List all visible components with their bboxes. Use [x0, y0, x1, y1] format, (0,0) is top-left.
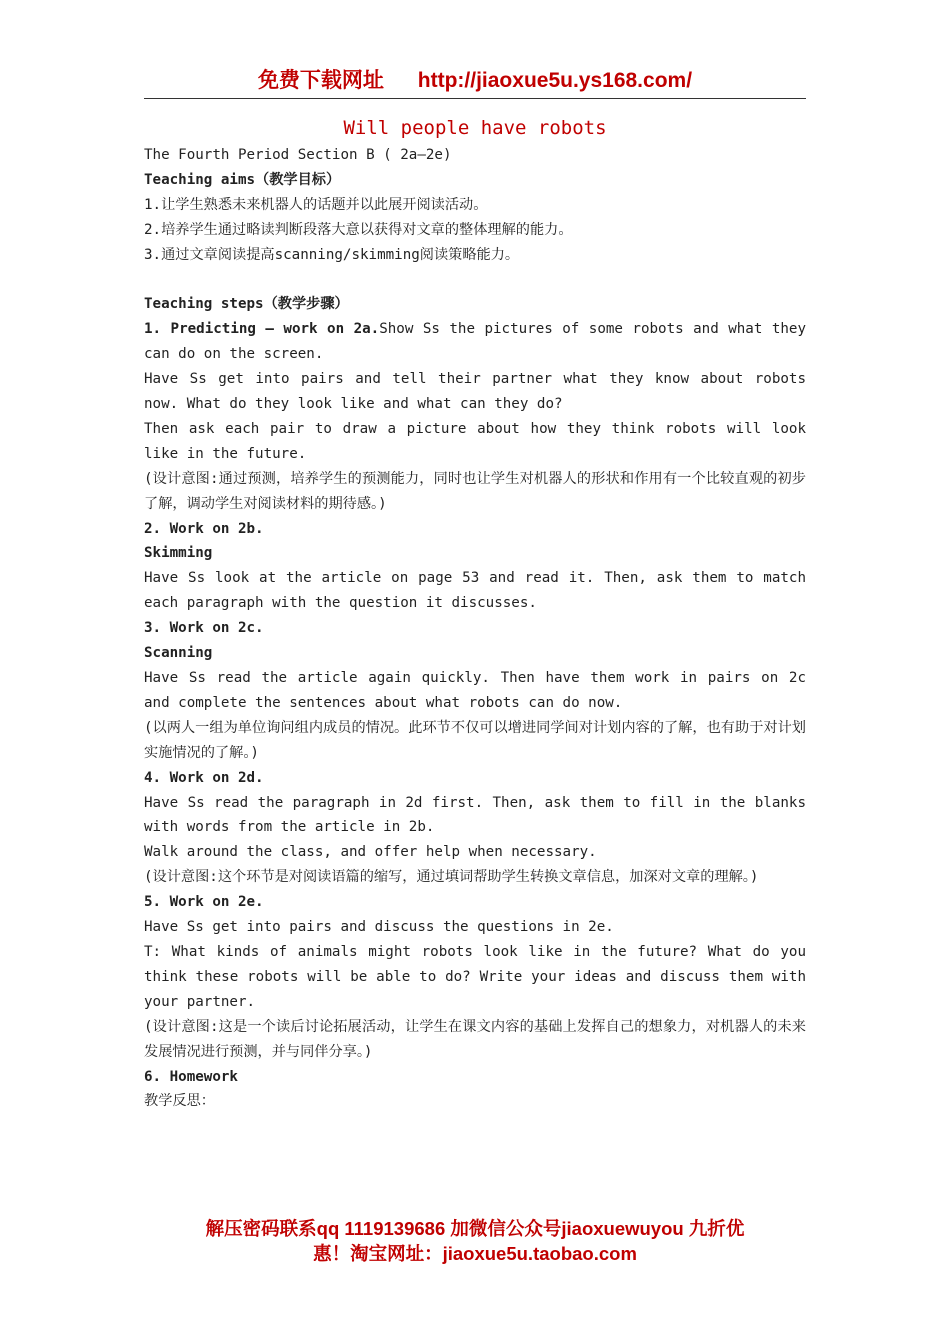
step3-note: (以两人一组为单位询问组内成员的情况。此环节不仅可以增进同学间对计划内容的了解，也有助于对计划实施情况的了解。) [144, 719, 806, 761]
step5-note: (设计意图:这是一个读后讨论拓展活动，让学生在课文内容的基础上发挥自己的想象力，对机器人的未来发展情况进行预测，并与同伴分享。) [144, 1018, 806, 1060]
step3-sub: Scanning [144, 645, 213, 662]
step4-text1: Have Ss read the paragraph in 2d first. Then, ask them to fill in the blanks with words from the article in 2b. [144, 794, 806, 836]
step2-text1: Have Ss look at the article on page 53 and read it. Then, ask them to match each paragraph with the question it discusses. [144, 570, 806, 612]
footer-line-1: 解压密码联系qq 1119139686 加微信公众号jiaoxuewuyou 九折优 [205, 1218, 745, 1239]
step1-note: (设计意图:通过预测，培养学生的预测能力，同时也让学生对机器人的形状和作用有一个比较直观的初步了解，调动学生对阅读材料的期待感。) [144, 470, 806, 512]
step5-title: 5. Work on 2e. [144, 894, 264, 911]
aim-item-3: 3.通过文章阅读提高scanning/skimming阅读策略能力。 [144, 246, 520, 263]
step4-title: 4. Work on 2d. [144, 769, 264, 786]
aims-heading: Teaching aims（教学目标） [144, 171, 341, 188]
document-body [144, 143, 806, 1114]
step3-text1: Have Ss read the article again quickly. Then have them work in pairs on 2c and complete the sentences about what robots can do now. [144, 670, 806, 711]
step3-title: 3. Work on 2c. [144, 620, 264, 637]
page-footer [144, 1216, 806, 1266]
aim-item-1: 1.让学生熟悉未来机器人的话题并以此展开阅读活动。 [144, 196, 488, 213]
step2-sub: Skimming [144, 545, 213, 562]
step1-text2: Have Ss get into pairs and tell their partner what they know about robots now. What do they look like and what can they do? [144, 371, 806, 413]
step1-text3: Then ask each pair to draw a picture about how they think robots will look like in the future. [144, 420, 806, 462]
step1-title: 1. Predicting – work on 2a. [144, 321, 380, 338]
header-url-link[interactable]: http://jiaoxue5u.ys168.com/ [417, 69, 693, 92]
step4-text2: Walk around the class, and offer help when necessary. [144, 844, 597, 861]
spacer [144, 268, 806, 293]
step4-note: (设计意图:这个环节是对阅读语篇的缩写，通过填词帮助学生转换文章信息，加深对文章的理解。) [144, 869, 759, 886]
document-title: Will people have robots [343, 117, 607, 139]
step2-title: 2. Work on 2b. [144, 520, 264, 537]
footer-line-2: 惠！淘宝网址：jiaoxue5u.taobao.com [313, 1243, 637, 1264]
step1-text1: Show Ss the pictures of some robots and what they can do on the screen. [144, 321, 807, 363]
steps-heading: Teaching steps（教学步骤） [144, 296, 349, 313]
aim-item-2: 2.培养学生通过略读判断段落大意以获得对文章的整体理解的能力。 [144, 221, 573, 238]
step5-text1: Have Ss get into pairs and discuss the questions in 2e. [144, 919, 614, 936]
step5-text2: T: What kinds of animals might robots look like in the future? What do you think these robots will be able to do? Write your ideas and discuss them with your partner. [144, 943, 806, 1010]
page-header [144, 64, 806, 99]
step6-title: 6. Homework [144, 1068, 238, 1085]
reflection-label: 教学反思： [144, 1093, 215, 1110]
header-label: 免费下载网址 [257, 69, 384, 92]
period-line: The Fourth Period Section B ( 2a–2e) [144, 147, 452, 163]
step1-paragraph [144, 317, 806, 367]
